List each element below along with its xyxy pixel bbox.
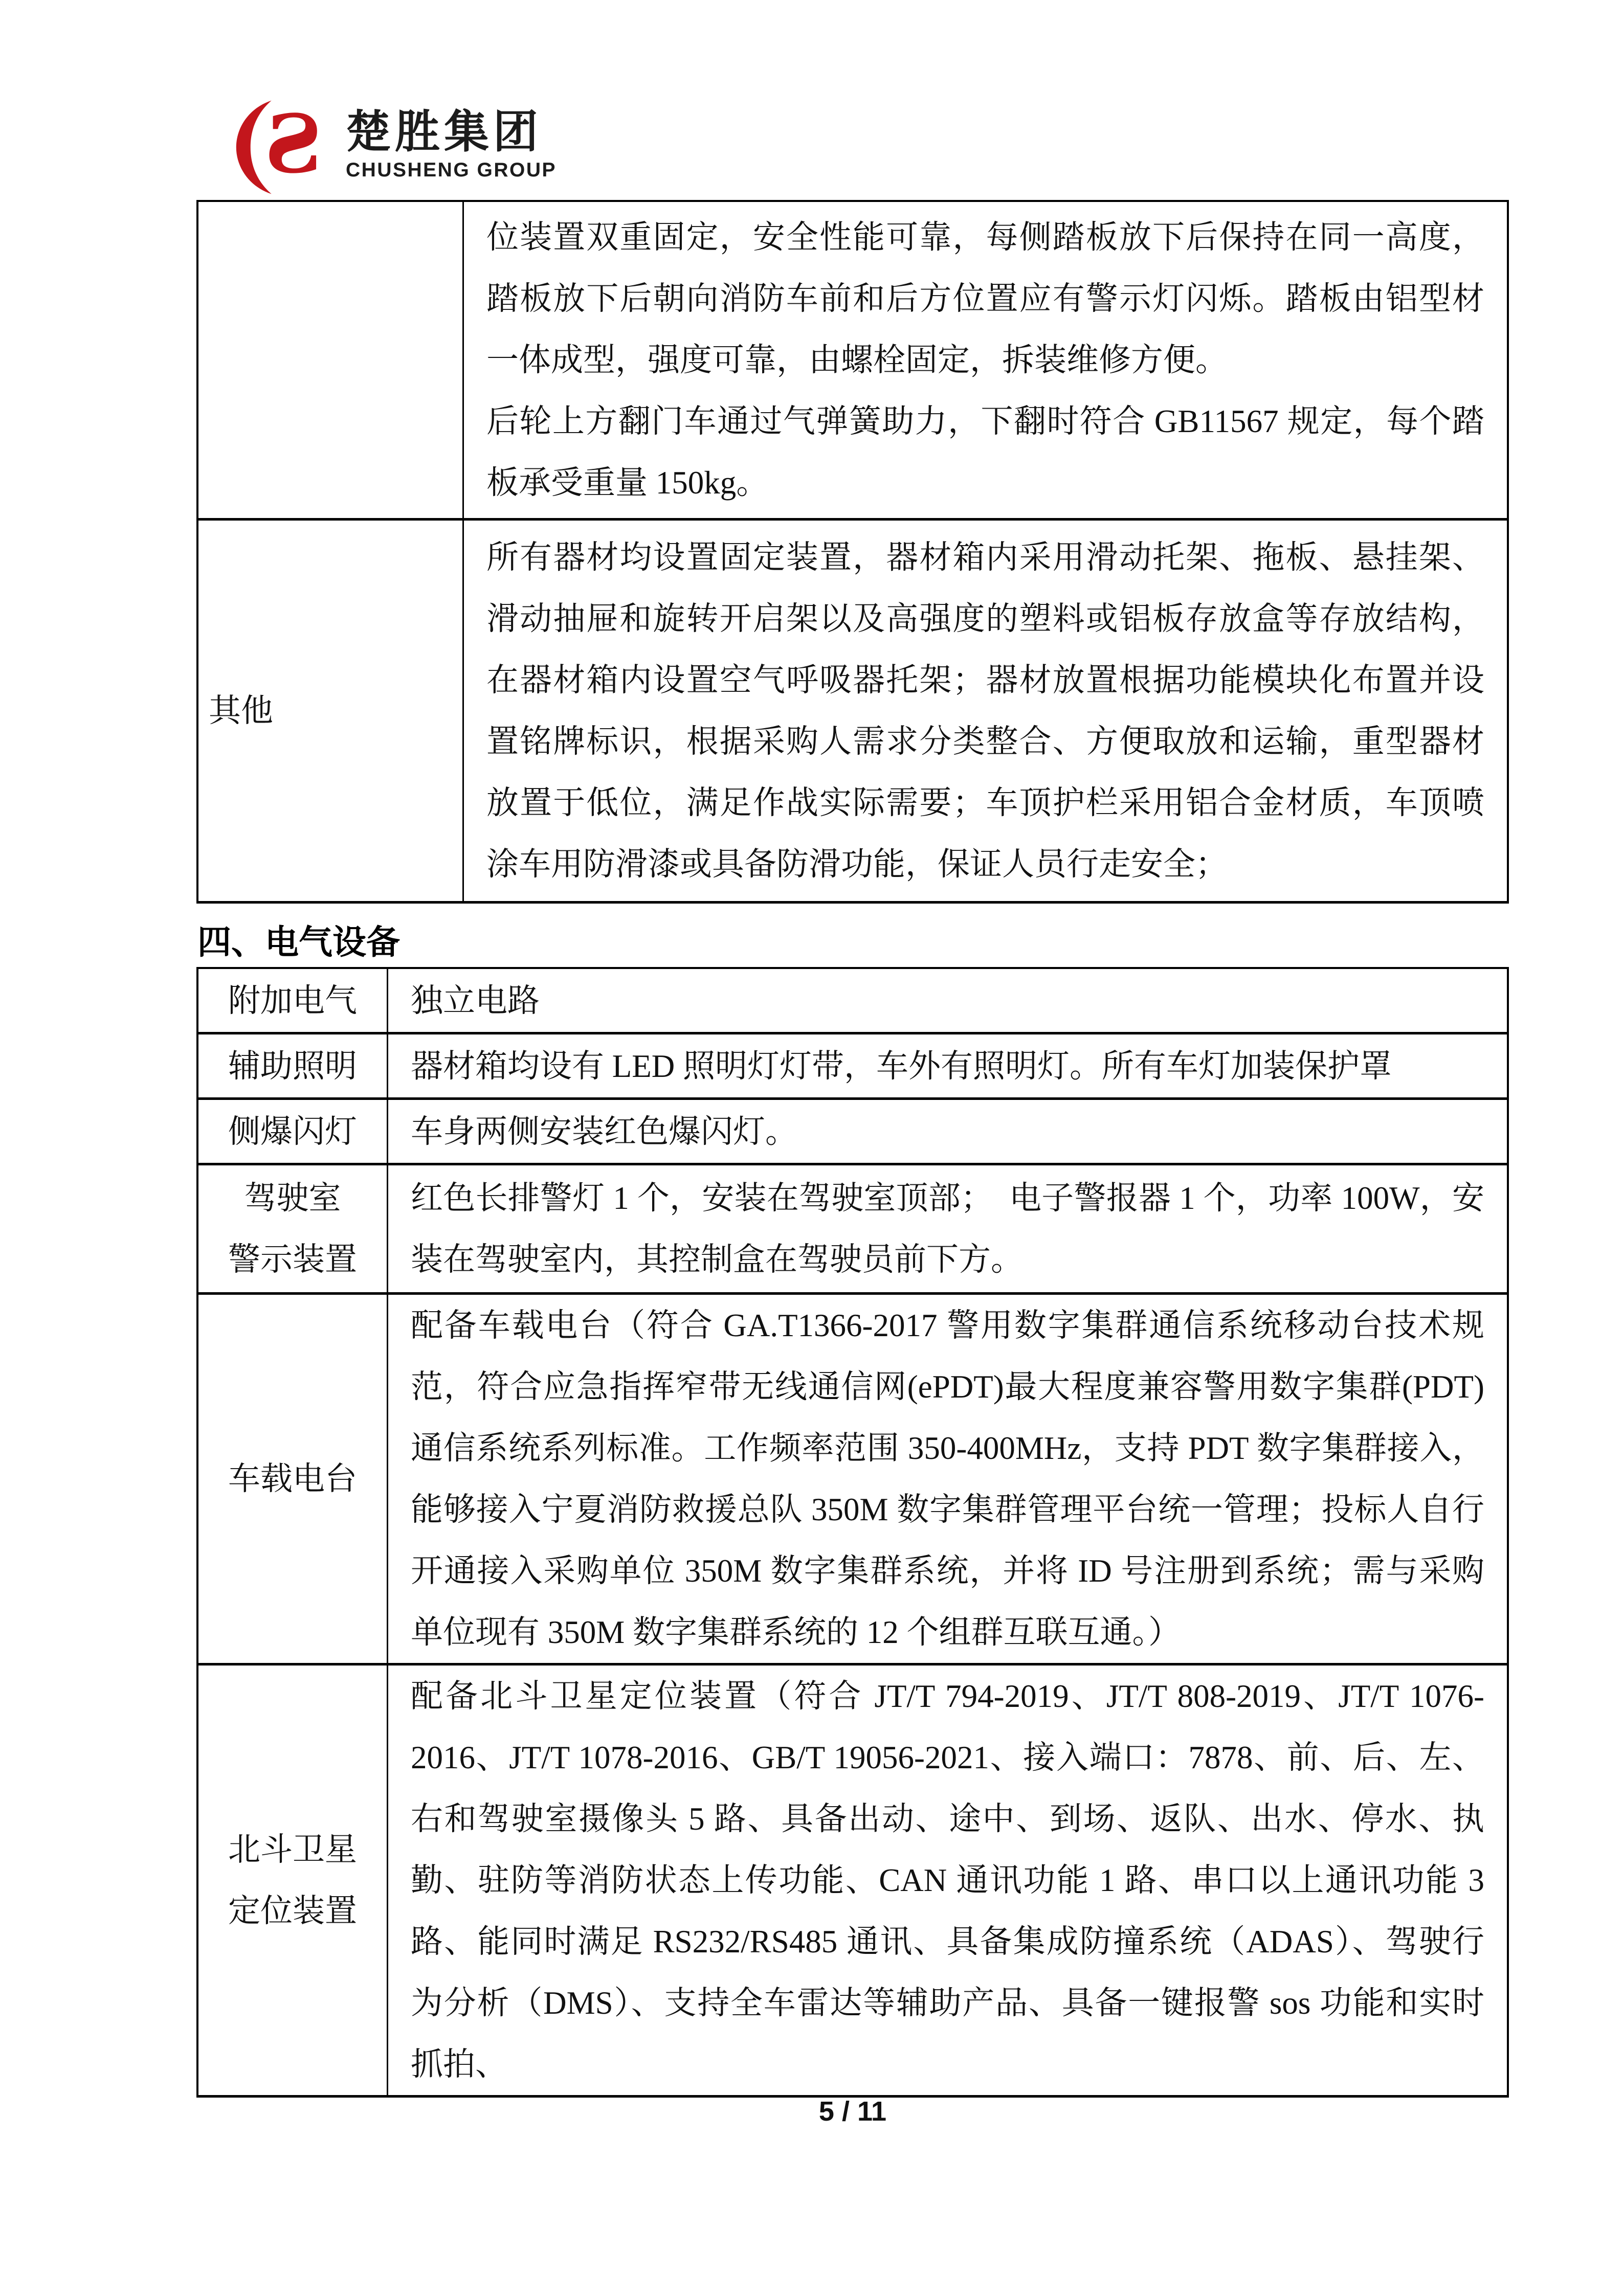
spec-paragraph: 配备北斗卫星定位装置（符合 JT/T 794-2019、JT/T 808-2019、JT/T 1076-2016、JT/T 1078-2016、GB/T 19056-2021、接入端口：7878、前、后、左、右和驾驶室摄像头 5 路、具备出动、途中、到场、返队、出水、停水、执勤、驻防等消防状态上传功能、CAN 通讯功能 1 路、串口以上通讯功能 3 路、能同时满足 RS232/RS485 通讯、具备集成防撞系统（ADAS）、驾驶行为分析（DMS）、支持全车雷达等辅助产品、具备一键报警 sos 功能和实时抓拍、 <box>411 1678 1484 2082</box>
row-content-cell <box>464 521 1507 901</box>
table-row <box>198 1165 1507 1295</box>
row-label: 侧爆闪灯 <box>228 1113 357 1150</box>
row-content-cell <box>388 1665 1507 2095</box>
table-row <box>198 969 1507 1034</box>
table-row <box>198 1295 1507 1665</box>
row-label: 其他 <box>209 693 273 729</box>
row-content-cell <box>388 969 1507 1032</box>
row-label-line: 驾驶室 <box>244 1180 341 1216</box>
row-content-cell <box>388 1034 1507 1097</box>
row-label-cell <box>198 521 464 901</box>
table-row <box>198 1665 1507 2098</box>
spec-table-continued <box>196 200 1509 904</box>
logo <box>228 98 557 196</box>
spec-paragraph: 器材箱均设有 LED 照明灯灯带，车外有照明灯。所有车灯加装保护罩 <box>411 1048 1392 1084</box>
row-label-cell-empty <box>198 202 464 518</box>
spec-paragraph: 后轮上方翻门车通过气弹簧助力，下翻时符合 GB11567 规定，每个踏板承受重量 150kg。 <box>486 403 1484 501</box>
row-label: 辅助照明 <box>228 1048 357 1084</box>
spec-paragraph: 车身两侧安装红色爆闪灯。 <box>411 1113 797 1150</box>
page-number: 5 / 11 <box>818 2096 887 2127</box>
company-name-cn: 楚胜集团 <box>346 106 543 157</box>
svg-text:S: S <box>264 98 323 191</box>
row-content-cell <box>388 1165 1507 1292</box>
row-label-cell <box>198 1665 388 2095</box>
row-label: 车载电台 <box>228 1461 357 1497</box>
row-label-line: 定位装置 <box>228 1893 357 1929</box>
spec-paragraph: 红色长排警灯 1 个，安装在驾驶室顶部； 电子警报器 1 个，功率 100W，安装在驾驶室内，其控制盒在驾驶员前下方。 <box>411 1180 1484 1277</box>
row-label-cell <box>198 1165 388 1292</box>
document-body <box>196 200 1509 2098</box>
logo-text <box>346 107 557 182</box>
spec-paragraph: 独立电路 <box>411 982 540 1019</box>
row-label-cell <box>198 1295 388 1663</box>
spec-paragraph: 位装置双重固定，安全性能可靠，每侧踏板放下后保持在同一高度，踏板放下后朝向消防车前和后方位置应有警示灯闪烁。踏板由铝型材一体成型，强度可靠，由螺栓固定，拆装维修方便。 <box>486 219 1484 378</box>
row-label-line: 北斗卫星 <box>228 1832 357 1867</box>
row-label: 附加电气 <box>228 982 357 1019</box>
row-content-cell <box>388 1295 1507 1663</box>
row-content-cell <box>388 1100 1507 1163</box>
row-label-cell <box>198 969 388 1032</box>
table-row <box>198 1100 1507 1165</box>
row-label-cell <box>198 1100 388 1163</box>
chusheng-logo-icon <box>228 98 332 196</box>
table-row <box>198 202 1507 521</box>
electrical-equipment-table <box>196 967 1509 2098</box>
row-label-line: 警示装置 <box>228 1242 357 1277</box>
row-content-cell <box>464 202 1507 518</box>
table-row <box>198 1034 1507 1100</box>
spec-paragraph: 所有器材均设置固定装置，器材箱内采用滑动托架、拖板、悬挂架、滑动抽屉和旋转开启架以及高强度的塑料或铝板存放盒等存放结构，在器材箱内设置空气呼吸器托架；器材放置根据功能模块化布置并设置铭牌标识，根据采购人需求分类整合、方便取放和运输，重型器材放置于低位，满足作战实际需要；车顶护栏采用铝合金材质，车顶喷涂车用防滑漆或具备防滑功能，保证人员行走安全； <box>486 539 1484 882</box>
row-label-cell <box>198 1034 388 1097</box>
company-name-en: CHUSHENG GROUP <box>346 159 557 181</box>
spec-paragraph: 配备车载电台（符合 GA.T1366-2017 警用数字集群通信系统移动台技术规范，符合应急指挥窄带无线通信网(ePDT)最大程度兼容警用数字集群(PDT)通信系统系列标准。工作频率范围 350-400MHz，支持 PDT 数字集群接入，能够接入宁夏消防救援总队 350M 数字集群管理平台统一管理；投标人自行开通接入采购单位 350M 数字集群系统，并将 ID 号注册到系统；需与采购单位现有 350M 数字集群系统的 12 个组群互联互通。） <box>411 1308 1484 1650</box>
table-row <box>198 521 1507 904</box>
section-heading: 四、电气设备 <box>197 924 400 961</box>
